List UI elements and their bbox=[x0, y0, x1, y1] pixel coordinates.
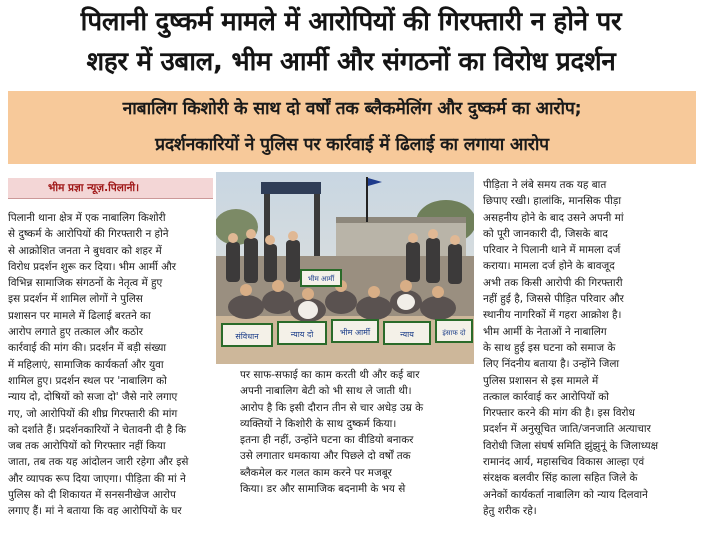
article-text-line: शामिल हुए। प्रदर्शन स्थल पर 'नाबालिग को bbox=[8, 374, 167, 387]
headline bbox=[0, 2, 702, 82]
article-text-line: पिलानी थाना क्षेत्र में एक नाबालिग किशोरी bbox=[8, 212, 166, 224]
article-text-line: अभी तक किसी आरोपी की गिरफ्तारी bbox=[483, 276, 623, 289]
article-text-line: हेतु शरीक रहे। bbox=[483, 504, 537, 517]
article-text-line: और व्यापक रूप दिया जाएगा। पीड़िता की मां ने bbox=[8, 472, 186, 485]
article-text-line: तत्काल कार्रवाई कर आरोपियों को bbox=[483, 390, 609, 403]
article-text-line: को दर्शाते हैं। प्रदर्शनकारियों ने चेतावनी दी है कि bbox=[8, 423, 186, 436]
article-text-line: व्यक्तियों ने किशोरी के साथ दुष्कर्म किया। bbox=[240, 417, 397, 430]
article-text-line: विभिन्न सामाजिक संगठनों के नेतृत्व में हुए bbox=[8, 277, 163, 290]
article-text-line: पर साफ-सफाई का काम करती थी और कई बार bbox=[240, 369, 420, 381]
subheadline-line-1: नाबालिग किशोरी के साथ दो वर्षों तक ब्लैकमेलिंग और दुष्कर्म का आरोप; bbox=[122, 99, 582, 119]
article-text-line: कराया। मामला दर्ज होने के बावजूद bbox=[483, 260, 615, 273]
article-text-line: उसे लगातार धमकाया और पिछले दो वर्षों तक bbox=[240, 450, 411, 463]
article-text-line: जब तक आरोपियों को गिरफ्तार नहीं किया bbox=[8, 440, 166, 453]
headline-line-1: पिलानी दुष्कर्म मामले में आरोपियों की गिरफ्तारी न होने पर bbox=[80, 7, 622, 37]
article-text-line: भीम आर्मी के नेताओं ने नाबालिग bbox=[483, 325, 607, 338]
article-text-line: गए, जो आरोपियों की शीघ्र गिरफ्तारी की मांग bbox=[8, 407, 178, 420]
article-text-line: छिपाए रखी। हालांकि, मानसिक पीड़ा bbox=[483, 195, 622, 208]
article-text-line: में महिलाएं, सामाजिक कार्यकर्ता और युवा bbox=[8, 358, 164, 371]
article-text-line: असहनीय होने के बाद उसने अपनी मां bbox=[483, 211, 624, 224]
byline-box bbox=[8, 178, 213, 199]
article-text-line: परिवार ने पिलानी थाने में मामला दर्ज bbox=[483, 244, 621, 257]
placard-text: इंसाफ दो bbox=[442, 329, 466, 337]
article-text-line: के साथ हुई इस घटना को समाज के bbox=[483, 341, 616, 354]
article-text-line: अपनी नाबालिग बेटी को भी साथ ले जाती थी। bbox=[240, 385, 412, 398]
article-text-line: को पूरी जानकारी दी, जिसके बाद bbox=[483, 227, 608, 240]
article-text-line: लगाए हैं। मां ने बताया कि वह आरोपियों के घर bbox=[8, 505, 182, 518]
article-text-line: इतना ही नहीं, उन्होंने घटना का वीडियो बनाकर bbox=[240, 434, 414, 447]
placard-text: न्याय bbox=[400, 330, 414, 339]
subheadline-line-2: प्रदर्शनकारियों ने पुलिस पर कार्रवाई में ढिलाई का लगाया आरोप bbox=[155, 135, 549, 155]
article-text-line: आरोप लगाते हुए तत्काल और कठोर bbox=[8, 326, 144, 339]
placard-text: भीम आर्मी bbox=[339, 328, 371, 337]
subheadline-box bbox=[8, 91, 696, 164]
headline-line-2: शहर में उबाल, भीम आर्मी और संगठनों का विरोध प्रदर्शन bbox=[86, 47, 616, 77]
byline: भीम प्रज्ञा न्यूज़.पिलानी। bbox=[48, 182, 140, 194]
article-text-line: स्थानीय नागरिकों में गहरा आक्रोश है। bbox=[483, 309, 622, 322]
article-column-1 bbox=[8, 210, 213, 520]
article-text-line: ब्लैकमेल कर गलत काम करने पर मजबूर bbox=[240, 466, 392, 479]
protest-photo bbox=[216, 172, 474, 364]
article-text-line: प्रशासन पर मामले में ढिलाई बरतने का bbox=[8, 309, 151, 322]
article-text-line: से दुष्कर्म के आरोपियों की गिरफ्तारी न होने bbox=[8, 228, 169, 241]
article-text-line: से आक्रोशित जनता ने बुधवार को शहर में bbox=[8, 244, 162, 257]
article-text-line: रामानंद आर्य, महासचिव विकास आल्हा एवं bbox=[483, 456, 645, 469]
article-text-line: संरक्षक बलवीर सिंह काला सहित जिले के bbox=[483, 472, 638, 485]
article-text-line: विरोध प्रदर्शन शुरू कर दिया। भीम आर्मी और bbox=[8, 260, 177, 273]
placard-text: भीम आर्मी bbox=[307, 275, 335, 283]
placard-text: संविधान bbox=[235, 332, 259, 341]
article-text-line: नहीं हुई है, जिससे पीड़ित परिवार और bbox=[483, 293, 624, 306]
article-text-line: अनेकों कार्यकर्ता नाबालिग को न्याय दिलवाने bbox=[483, 488, 648, 501]
article-text-line: प्रदर्शन में अनुसूचित जाति/जनजाति अत्याचार bbox=[483, 423, 651, 436]
article-text-line: जाता, तब तक यह आंदोलन जारी रहेगा और इसे bbox=[8, 456, 189, 469]
article-text-line: किया। डर और सामाजिक बदनामी के भय से bbox=[240, 483, 406, 496]
article-text-line: पुलिस प्रशासन से इस मामले में bbox=[483, 374, 599, 387]
article-text-line: लिए निंदनीय बताया है। उन्होंने जिला bbox=[483, 358, 620, 371]
article-text-line: विरोधी जिला संघर्ष समिति झुंझुनूं के जिलाध्यक्ष bbox=[483, 439, 659, 452]
article-text-line: गिरफ्तार करने की मांग की है। इस विरोध bbox=[483, 407, 635, 420]
article-text-line: कार्रवाई की मांग की। प्रदर्शन में बड़ी संख्या bbox=[8, 342, 167, 355]
article-column-3 bbox=[483, 177, 694, 519]
article-column-2 bbox=[240, 367, 472, 497]
placard-text: न्याय दो bbox=[290, 330, 314, 339]
article-text-line: आरोप है कि इसी दौरान तीन से चार अधेड़ उम्र के bbox=[240, 401, 424, 414]
article-text-line: पीड़िता ने लंबे समय तक यह बात bbox=[483, 179, 607, 191]
article-text-line: इस प्रदर्शन में शामिल लोगों ने पुलिस bbox=[8, 293, 143, 306]
article-text-line: न्याय दो, दोषियों को सजा दो' जैसे नारे लगाए bbox=[8, 391, 178, 404]
article-text-line: पुलिस को दी शिकायत में सनसनीखेज आरोप bbox=[8, 489, 176, 502]
